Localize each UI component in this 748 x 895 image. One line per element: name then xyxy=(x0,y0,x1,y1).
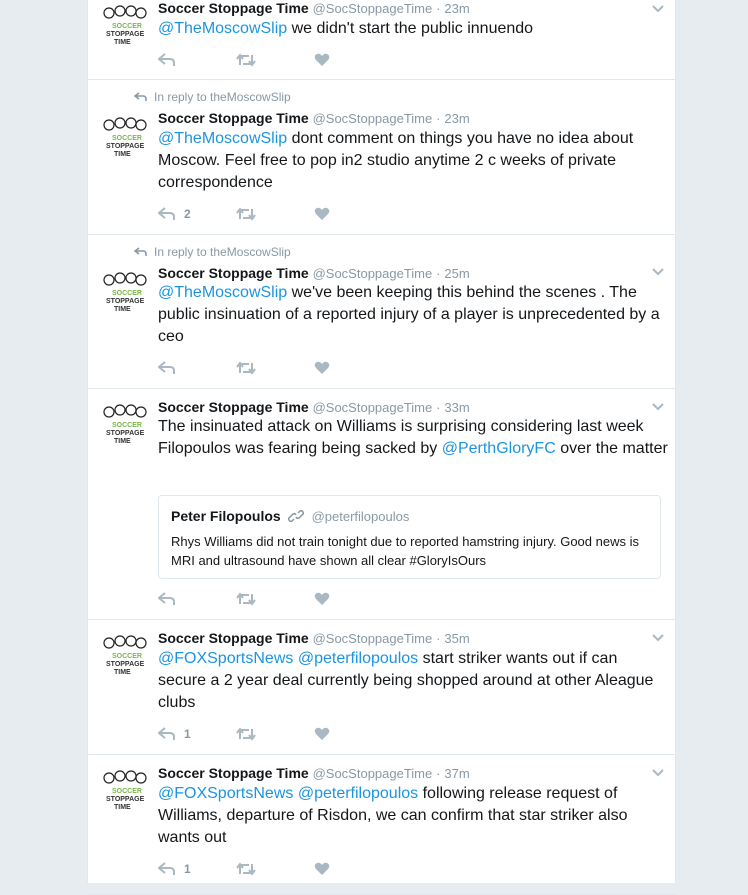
reply-arrow-icon xyxy=(134,247,148,257)
user-handle[interactable]: @SocStoppageTime xyxy=(312,266,433,281)
avatar-word-1: SOCCER xyxy=(112,135,142,142)
chevron-down-icon[interactable] xyxy=(651,2,665,16)
mention-link[interactable]: @peterfilopoulos xyxy=(297,785,419,802)
tweet[interactable] xyxy=(88,80,675,235)
timestamp[interactable]: 25m xyxy=(444,266,470,281)
avatar-word-1: SOCCER xyxy=(112,788,142,795)
tweet[interactable] xyxy=(88,755,675,895)
tweet-actions xyxy=(158,50,330,70)
reply-button[interactable] xyxy=(158,862,236,876)
reply-button[interactable] xyxy=(158,592,236,606)
retweet-icon xyxy=(236,207,256,221)
avatar-word-3: TIME xyxy=(114,804,131,811)
like-button[interactable] xyxy=(314,207,330,221)
like-button[interactable] xyxy=(314,862,330,876)
avatar-word-1: SOCCER xyxy=(112,422,142,429)
avatar-word-3: TIME xyxy=(114,39,131,46)
avatar-word-2: STOPPAGE xyxy=(106,430,145,437)
heart-icon xyxy=(314,207,330,221)
mention-link[interactable]: @TheMoscowSlip xyxy=(158,284,288,301)
user-handle[interactable]: @SocStoppageTime xyxy=(312,631,433,646)
tweet-actions xyxy=(158,204,330,224)
like-button[interactable] xyxy=(314,361,330,375)
retweet-button[interactable] xyxy=(236,53,314,67)
timestamp[interactable]: 33m xyxy=(444,400,470,415)
tweet-body: start striker wants out if can secure a 2 year deal currently being shopped around at other Aleague clubs xyxy=(158,650,654,711)
tweet[interactable] xyxy=(88,0,675,80)
quoted-tweet-text: Rhys Williams did not train tonight due to reported hamstring injury. Good news is MRI and ultrasound have shown all clear #GloryIsOurs xyxy=(171,534,639,568)
timestamp[interactable]: 35m xyxy=(444,631,470,646)
reply-button[interactable] xyxy=(158,727,236,741)
reply-icon xyxy=(158,727,176,741)
avatar[interactable] xyxy=(100,765,148,813)
quoted-tweet[interactable] xyxy=(158,495,661,579)
retweet-icon xyxy=(236,862,256,876)
timestamp[interactable]: 37m xyxy=(444,766,470,781)
display-name[interactable]: Soccer Stoppage Time xyxy=(158,265,309,281)
separator-dot: · xyxy=(436,400,441,415)
separator-dot: · xyxy=(436,111,441,126)
reply-icon xyxy=(158,592,176,606)
tweet-text xyxy=(158,282,668,348)
chevron-down-icon[interactable] xyxy=(651,766,665,780)
display-name[interactable]: Soccer Stoppage Time xyxy=(158,399,309,415)
user-handle[interactable]: @SocStoppageTime xyxy=(312,1,433,16)
retweet-icon xyxy=(236,592,256,606)
heart-icon xyxy=(314,862,330,876)
avatar[interactable] xyxy=(100,399,148,447)
retweet-button[interactable] xyxy=(236,361,314,375)
chevron-down-icon[interactable] xyxy=(651,400,665,414)
avatar-word-2: STOPPAGE xyxy=(106,661,145,668)
retweet-button[interactable] xyxy=(236,862,314,876)
tweet-header xyxy=(158,110,470,126)
reply-count: 1 xyxy=(184,727,191,741)
reply-icon xyxy=(158,53,176,67)
tweet-header xyxy=(158,0,470,16)
reply-icon xyxy=(158,361,176,375)
tweet-body: we didn't start the public innuendo xyxy=(287,20,534,37)
avatar-word-3: TIME xyxy=(114,669,131,676)
mention-link[interactable]: @peterfilopoulos xyxy=(297,650,419,667)
retweet-icon xyxy=(236,53,256,67)
tweet-actions xyxy=(158,589,330,609)
avatar[interactable] xyxy=(100,630,148,678)
avatar-word-2: STOPPAGE xyxy=(106,31,145,38)
tweet-body: we've been keeping this behind the scenes . The public insinuation of a reported injury of a player is unprecedented by a ceo xyxy=(158,284,660,345)
reply-context-label[interactable]: In reply to theMoscowSlip xyxy=(154,90,291,104)
display-name[interactable]: Soccer Stoppage Time xyxy=(158,0,309,16)
separator-dot: · xyxy=(436,766,441,781)
reply-count: 1 xyxy=(184,862,191,876)
tweet-body: following release request of Williams, departure of Risdon, we can confirm that star striker also wants out xyxy=(158,785,628,846)
retweet-icon xyxy=(236,727,256,741)
tweet-actions xyxy=(158,358,330,378)
avatar[interactable] xyxy=(100,267,148,315)
avatar[interactable] xyxy=(100,112,148,160)
tweet-text xyxy=(158,783,668,849)
avatar-word-1: SOCCER xyxy=(112,290,142,297)
avatar-word-1: SOCCER xyxy=(112,23,142,30)
separator-dot: · xyxy=(436,266,441,281)
tweet[interactable] xyxy=(88,235,675,389)
like-button[interactable] xyxy=(314,53,330,67)
tweet-body: dont comment on things you have no idea about Moscow. Feel free to pop in2 studio anytime 2 c weeks of private correspondence xyxy=(158,130,634,191)
tweet-actions xyxy=(158,859,330,879)
separator-dot: · xyxy=(436,1,441,16)
tweet[interactable] xyxy=(88,389,675,620)
avatar[interactable] xyxy=(100,0,148,48)
like-button[interactable] xyxy=(314,727,330,741)
like-button[interactable] xyxy=(314,592,330,606)
user-handle[interactable]: @SocStoppageTime xyxy=(312,766,433,781)
timeline-stream xyxy=(87,0,676,883)
timestamp[interactable]: 23m xyxy=(444,111,470,126)
timestamp[interactable]: 23m xyxy=(444,1,470,16)
user-handle[interactable]: @SocStoppageTime xyxy=(312,111,433,126)
avatar-word-3: TIME xyxy=(114,151,131,158)
reply-context-label[interactable]: In reply to theMoscowSlip xyxy=(154,245,291,259)
display-name[interactable]: Soccer Stoppage Time xyxy=(158,765,309,781)
tweet-text xyxy=(158,18,668,40)
reply-button[interactable] xyxy=(158,361,236,375)
tweet-header xyxy=(158,399,470,415)
avatar-word-3: TIME xyxy=(114,306,131,313)
avatar-word-2: STOPPAGE xyxy=(106,796,145,803)
display-name[interactable]: Soccer Stoppage Time xyxy=(158,630,309,646)
retweet-icon xyxy=(236,361,256,375)
tweet-text xyxy=(158,648,668,714)
link-icon xyxy=(288,510,304,522)
user-handle[interactable]: @SocStoppageTime xyxy=(312,400,433,415)
avatar-word-1: SOCCER xyxy=(112,653,142,660)
heart-icon xyxy=(314,727,330,741)
reply-context[interactable] xyxy=(134,90,291,104)
retweet-button[interactable] xyxy=(236,727,314,741)
retweet-button[interactable] xyxy=(236,207,314,221)
mention-link[interactable]: @TheMoscowSlip xyxy=(158,20,288,37)
reply-icon xyxy=(158,862,176,876)
tweet-body: The insinuated attack on Williams is surprising considering last week Filopoulos was fearing being sacked by xyxy=(158,418,644,457)
heart-icon xyxy=(314,361,330,375)
tweet[interactable] xyxy=(88,620,675,755)
mention-link[interactable]: @PerthGloryFC xyxy=(441,440,556,457)
mention-link[interactable]: @FOXSportsNews xyxy=(158,650,294,667)
chevron-down-icon[interactable] xyxy=(651,631,665,645)
avatar-word-3: TIME xyxy=(114,438,131,445)
retweet-button[interactable] xyxy=(236,592,314,606)
tweet-text xyxy=(158,128,668,194)
heart-icon xyxy=(314,592,330,606)
avatar-word-2: STOPPAGE xyxy=(106,298,145,305)
tweet-text xyxy=(158,416,668,460)
reply-context[interactable] xyxy=(134,245,291,259)
reply-count: 2 xyxy=(184,207,191,221)
quoted-user-handle[interactable]: @peterfilopoulos xyxy=(311,509,410,524)
reply-arrow-icon xyxy=(134,92,148,102)
avatar-word-2: STOPPAGE xyxy=(106,143,145,150)
reply-button[interactable] xyxy=(158,53,236,67)
display-name[interactable]: Soccer Stoppage Time xyxy=(158,110,309,126)
tweet-header xyxy=(158,765,470,781)
reply-icon xyxy=(158,207,176,221)
quoted-display-name[interactable]: Peter Filopoulos xyxy=(171,508,281,524)
heart-icon xyxy=(314,53,330,67)
tweet-header xyxy=(158,630,470,646)
tweet-actions xyxy=(158,724,330,744)
reply-button[interactable] xyxy=(158,207,236,221)
mention-link[interactable]: @TheMoscowSlip xyxy=(158,130,288,147)
mention-link[interactable]: @FOXSportsNews xyxy=(158,785,294,802)
tweet-body-end: over the matter xyxy=(555,440,668,457)
tweet-header xyxy=(158,265,470,281)
separator-dot: · xyxy=(436,631,441,646)
chevron-down-icon[interactable] xyxy=(651,265,665,279)
